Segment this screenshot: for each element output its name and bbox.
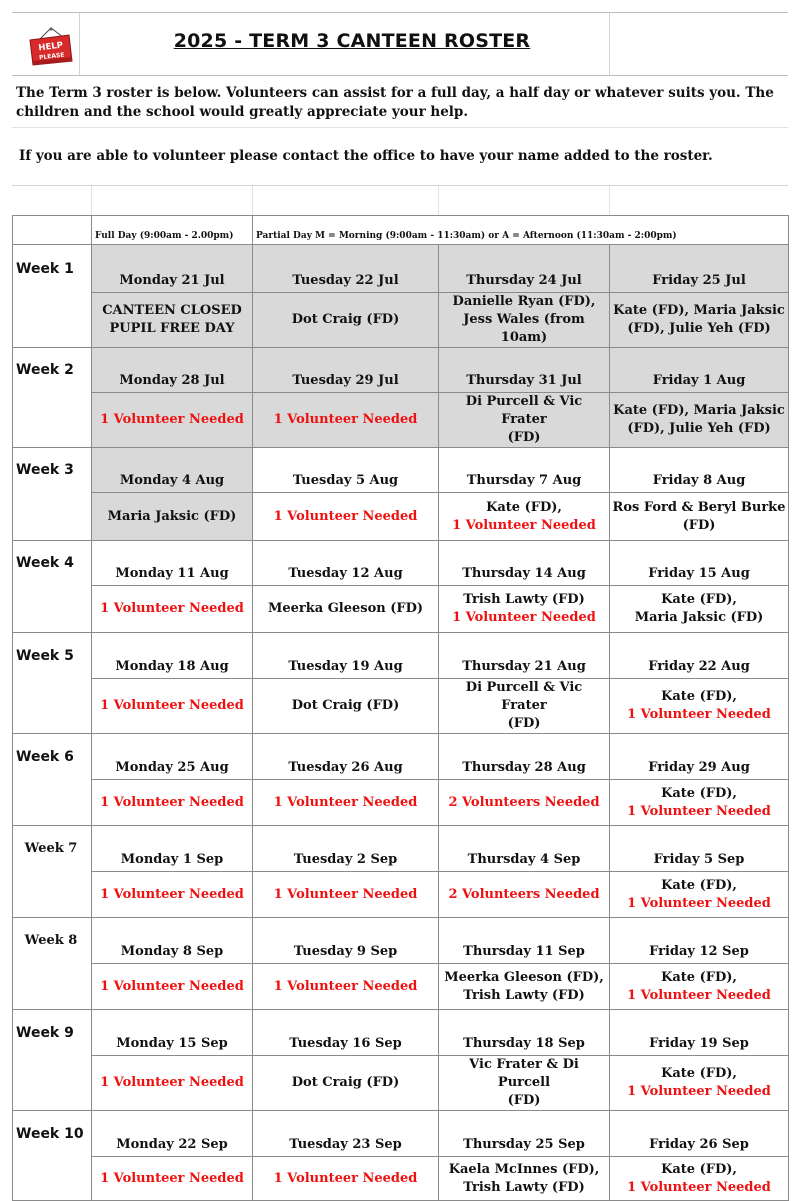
volunteer-name: Dot Craig (FD): [291, 698, 400, 713]
volunteer-name: Kate (FD), Maria Jaksic: [613, 303, 785, 318]
sign-text-please: PLEASE: [38, 51, 65, 62]
volunteer-name: Kaela McInnes (FD),: [448, 1161, 600, 1177]
volunteer-cell: [610, 493, 789, 541]
week-volunteer-row: [13, 393, 789, 448]
volunteer-name: Maria Jaksic (FD): [107, 508, 237, 524]
volunteer-name: Vic Frater & Di Purcell: [469, 1057, 579, 1090]
week-label-spacer: [13, 293, 92, 348]
legend-corner: [13, 216, 92, 245]
volunteer-cell: [439, 1157, 610, 1201]
week-date-row: [13, 734, 789, 780]
week-label: Week 7: [13, 826, 92, 872]
week-label: Week 2: [13, 348, 92, 393]
volunteer-cell: [92, 964, 253, 1010]
contact-note: If you are able to volunteer please contact the office to have your name added to the roster.: [19, 148, 713, 164]
day-date: Monday 15 Sep: [92, 1010, 253, 1056]
volunteer-name: Ros Ford & Beryl Burke: [612, 499, 786, 515]
volunteer-name: Jess Wales (from 10am): [463, 312, 585, 345]
week-label: Week 8: [13, 918, 92, 964]
volunteer-cell: [439, 586, 610, 633]
header: [12, 12, 788, 76]
volunteer-name: (FD): [507, 1093, 541, 1108]
volunteer-needed-text: 1 Volunteer Needed: [273, 1170, 418, 1186]
day-date: Friday 15 Aug: [610, 541, 789, 586]
volunteer-name: Kate (FD),: [486, 499, 562, 515]
week-date-row: [13, 1010, 789, 1056]
volunteer-name: Meerka Gleeson (FD),: [444, 969, 604, 985]
week-label-spacer: [13, 780, 92, 826]
volunteer-cell: [439, 780, 610, 826]
page-title: 2025 - TERM 3 CANTEEN ROSTER: [173, 30, 531, 52]
volunteer-name: (FD): [682, 517, 716, 533]
volunteer-name: Kate (FD), Maria Jaksic: [613, 403, 785, 418]
day-date: Monday 4 Aug: [92, 448, 253, 493]
volunteer-needed-text: 1 Volunteer Needed: [273, 508, 418, 524]
volunteer-needed-text: 1 Volunteer Needed: [100, 978, 244, 994]
volunteer-name: Meerka Gleeson (FD): [267, 601, 424, 616]
day-date: Thursday 28 Aug: [439, 734, 610, 780]
week-label-spacer: [13, 586, 92, 633]
spacer-divider: [91, 186, 92, 215]
roster-table: [12, 215, 789, 1201]
volunteer-name: Kate (FD),: [661, 1066, 737, 1081]
week-label-spacer: [13, 872, 92, 918]
week-label: Week 1: [13, 245, 92, 293]
week-volunteer-row: [13, 1056, 789, 1111]
volunteer-cell: [92, 293, 253, 348]
volunteer-cell: [610, 872, 789, 918]
intro-section: [12, 75, 788, 186]
volunteer-name: Trish Lawty (FD): [463, 592, 585, 607]
volunteer-cell: [92, 679, 253, 734]
day-date: Thursday 21 Aug: [439, 633, 610, 679]
volunteer-name: Dot Craig (FD): [291, 1075, 400, 1090]
volunteer-name: (FD): [507, 430, 541, 445]
volunteer-name: Dot Craig (FD): [291, 312, 400, 327]
roster-body: [13, 216, 789, 1201]
volunteer-name: Kate (FD),: [661, 785, 737, 801]
volunteer-needed-text: 1 Volunteer Needed: [100, 1075, 244, 1090]
volunteer-needed-text: 1 Volunteer Needed: [627, 1084, 771, 1099]
week-label-spacer: [13, 493, 92, 541]
volunteer-name: Kate (FD),: [661, 689, 737, 704]
volunteer-cell: [610, 964, 789, 1010]
day-date: Tuesday 29 Jul: [253, 348, 439, 393]
volunteer-needed-text: 1 Volunteer Needed: [273, 794, 418, 810]
volunteer-name: PUPIL FREE DAY: [109, 321, 235, 336]
volunteer-needed-text: 1 Volunteer Needed: [273, 412, 418, 427]
day-date: Monday 11 Aug: [92, 541, 253, 586]
volunteer-needed-text: 1 Volunteer Needed: [100, 412, 244, 427]
legend-full-day: Full Day (9:00am - 2.00pm): [92, 216, 253, 245]
volunteer-cell: [253, 964, 439, 1010]
week-date-row: [13, 348, 789, 393]
week-date-row: [13, 245, 789, 293]
volunteer-needed-text: 1 Volunteer Needed: [100, 601, 244, 616]
week-date-row: [13, 1111, 789, 1157]
volunteer-name: (FD): [507, 716, 541, 731]
volunteer-cell: [92, 872, 253, 918]
day-date: Tuesday 19 Aug: [253, 633, 439, 679]
volunteer-cell: [439, 393, 610, 448]
day-date: Monday 1 Sep: [92, 826, 253, 872]
week-date-row: [13, 633, 789, 679]
intro-paragraph: The Term 3 roster is below. Volunteers can assist for a full day, a half day or whatever suits you. The children and the school would greatly appreciate your help.: [16, 85, 774, 120]
day-date: Thursday 31 Jul: [439, 348, 610, 393]
day-date: Thursday 7 Aug: [439, 448, 610, 493]
volunteer-name: Kate (FD),: [661, 969, 737, 985]
week-label-spacer: [13, 1157, 92, 1201]
week-volunteer-row: [13, 780, 789, 826]
week-volunteer-row: [13, 872, 789, 918]
legend-partial-day: Partial Day M = Morning (9:00am - 11:30am) or A = Afternoon (11:30am - 2:00pm): [253, 216, 789, 245]
volunteer-cell: [439, 293, 610, 348]
day-date: Friday 12 Sep: [610, 918, 789, 964]
day-date: Thursday 18 Sep: [439, 1010, 610, 1056]
volunteer-cell: [439, 872, 610, 918]
volunteer-needed-text: 2 Volunteers Needed: [448, 794, 600, 810]
day-date: Tuesday 2 Sep: [253, 826, 439, 872]
week-volunteer-row: [13, 964, 789, 1010]
volunteer-cell: [610, 293, 789, 348]
volunteer-name: Trish Lawty (FD): [463, 987, 585, 1003]
week-date-row: [13, 448, 789, 493]
volunteer-needed-text: 1 Volunteer Needed: [100, 698, 244, 713]
week-volunteer-row: [13, 293, 789, 348]
day-date: Monday 25 Aug: [92, 734, 253, 780]
volunteer-cell: [253, 679, 439, 734]
week-volunteer-row: [13, 679, 789, 734]
week-label: Week 3: [13, 448, 92, 493]
volunteer-cell: [92, 586, 253, 633]
week-label: Week 10: [13, 1111, 92, 1157]
volunteer-needed-text: 1 Volunteer Needed: [627, 803, 771, 819]
volunteer-cell: [253, 393, 439, 448]
spacer-divider: [609, 186, 610, 215]
volunteer-name: Maria Jaksic (FD): [634, 610, 764, 625]
volunteer-name: (FD), Julie Yeh (FD): [627, 421, 771, 436]
volunteer-cell: [92, 1157, 253, 1201]
volunteer-name: Trish Lawty (FD): [463, 1179, 585, 1195]
volunteer-cell: [253, 586, 439, 633]
volunteer-needed-text: 1 Volunteer Needed: [627, 1179, 771, 1195]
legend-row: [13, 216, 789, 245]
day-date: Friday 25 Jul: [610, 245, 789, 293]
week-volunteer-row: [13, 493, 789, 541]
volunteer-cell: [610, 586, 789, 633]
volunteer-cell: [253, 293, 439, 348]
volunteer-name: Kate (FD),: [661, 592, 737, 607]
volunteer-name: CANTEEN CLOSED: [102, 303, 242, 318]
volunteer-cell: [253, 1056, 439, 1111]
volunteer-name: Kate (FD),: [661, 877, 737, 893]
day-date: Friday 5 Sep: [610, 826, 789, 872]
volunteer-cell: [610, 679, 789, 734]
week-date-row: [13, 826, 789, 872]
volunteer-needed-text: 1 Volunteer Needed: [273, 886, 418, 902]
volunteer-name: (FD), Julie Yeh (FD): [627, 321, 771, 336]
day-date: Thursday 11 Sep: [439, 918, 610, 964]
day-date: Friday 1 Aug: [610, 348, 789, 393]
volunteer-name: Kate (FD),: [661, 1161, 737, 1177]
day-date: Thursday 25 Sep: [439, 1111, 610, 1157]
volunteer-cell: [610, 780, 789, 826]
sign-text-help: HELP: [37, 40, 64, 54]
day-date: Thursday 24 Jul: [439, 245, 610, 293]
volunteer-needed-text: 1 Volunteer Needed: [627, 707, 771, 722]
volunteer-cell: [439, 1056, 610, 1111]
volunteer-needed-text: 1 Volunteer Needed: [100, 794, 244, 810]
volunteer-cell: [253, 780, 439, 826]
volunteer-cell: [610, 1157, 789, 1201]
day-date: Monday 8 Sep: [92, 918, 253, 964]
day-date: Monday 21 Jul: [92, 245, 253, 293]
day-date: Monday 18 Aug: [92, 633, 253, 679]
day-date: Tuesday 5 Aug: [253, 448, 439, 493]
intro-divider: [12, 127, 788, 128]
volunteer-needed-text: 1 Volunteer Needed: [452, 610, 596, 625]
day-date: Tuesday 9 Sep: [253, 918, 439, 964]
volunteer-cell: [253, 1157, 439, 1201]
week-label-spacer: [13, 393, 92, 448]
volunteer-cell: [92, 780, 253, 826]
week-label: Week 9: [13, 1010, 92, 1056]
volunteer-needed-text: 1 Volunteer Needed: [452, 517, 596, 533]
day-date: Monday 22 Sep: [92, 1111, 253, 1157]
week-label-spacer: [13, 1056, 92, 1111]
day-date: Tuesday 23 Sep: [253, 1111, 439, 1157]
volunteer-needed-text: 1 Volunteer Needed: [627, 987, 771, 1003]
day-date: Friday 19 Sep: [610, 1010, 789, 1056]
day-date: Friday 22 Aug: [610, 633, 789, 679]
day-date: Tuesday 26 Aug: [253, 734, 439, 780]
week-label: Week 4: [13, 541, 92, 586]
day-date: Thursday 14 Aug: [439, 541, 610, 586]
week-volunteer-row: [13, 586, 789, 633]
volunteer-needed-text: 1 Volunteer Needed: [627, 895, 771, 911]
volunteer-cell: [610, 393, 789, 448]
volunteer-name: Di Purcell & Vic Frater: [465, 680, 583, 713]
volunteer-needed-text: 1 Volunteer Needed: [100, 1170, 244, 1186]
week-label-spacer: [13, 964, 92, 1010]
volunteer-cell: [92, 1056, 253, 1111]
volunteer-cell: [439, 679, 610, 734]
volunteer-cell: [253, 493, 439, 541]
week-label-spacer: [13, 679, 92, 734]
volunteer-needed-text: 2 Volunteers Needed: [448, 886, 600, 902]
day-date: Monday 28 Jul: [92, 348, 253, 393]
day-date: Friday 8 Aug: [610, 448, 789, 493]
volunteer-name: Danielle Ryan (FD),: [452, 294, 596, 309]
day-date: Thursday 4 Sep: [439, 826, 610, 872]
week-volunteer-row: [13, 1157, 789, 1201]
volunteer-name: Di Purcell & Vic Frater: [465, 394, 583, 427]
week-date-row: [13, 541, 789, 586]
volunteer-cell: [253, 872, 439, 918]
spacer-divider: [438, 186, 439, 215]
day-date: Tuesday 16 Sep: [253, 1010, 439, 1056]
day-date: Friday 29 Aug: [610, 734, 789, 780]
volunteer-cell: [439, 964, 610, 1010]
volunteer-cell: [92, 493, 253, 541]
day-date: Tuesday 22 Jul: [253, 245, 439, 293]
spacer-row: [12, 186, 788, 216]
volunteer-cell: [610, 1056, 789, 1111]
volunteer-needed-text: 1 Volunteer Needed: [273, 978, 418, 994]
week-date-row: [13, 918, 789, 964]
spacer-divider: [252, 186, 253, 215]
week-label: Week 5: [13, 633, 92, 679]
week-label: Week 6: [13, 734, 92, 780]
day-date: Tuesday 12 Aug: [253, 541, 439, 586]
day-date: Friday 26 Sep: [610, 1111, 789, 1157]
volunteer-cell: [92, 393, 253, 448]
volunteer-needed-text: 1 Volunteer Needed: [100, 886, 244, 902]
volunteer-cell: [439, 493, 610, 541]
